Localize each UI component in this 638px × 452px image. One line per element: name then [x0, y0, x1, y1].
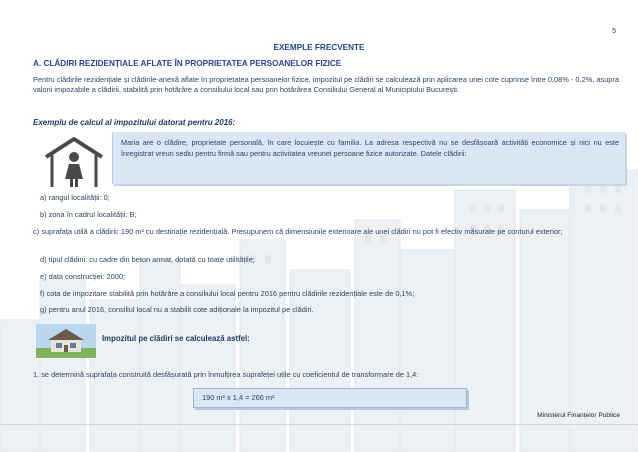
item-g: g) pentru anul 2016, consiliul local nu a stabilit cote adiționale la impozitul pe clădiri.: [40, 305, 314, 314]
item-f: f) cota de impozitare stabilită prin hotărâre a consiliului local pentru 2016 pentru clădirile rezidențiale este de 0,1%;: [40, 289, 415, 298]
item-a: a) rangul localității: 0;: [40, 193, 110, 202]
calc-heading: Impozitul pe clădiri se calculează astfel:: [102, 334, 250, 343]
page-number: 5: [612, 28, 616, 35]
item-e: e) data construcției: 2000;: [40, 272, 126, 281]
item-b: b) zona în cadrul localității: B;: [40, 210, 137, 219]
example-heading: Exemplu de calcul al impozitului datorat pentru 2016:: [33, 118, 236, 127]
item-d: d) tipul clădirii: cu cadre din beton armat, dotată cu toate utilitățile;: [40, 255, 255, 264]
formula-text: 190 m² x 1,4 = 266 m²: [202, 393, 275, 402]
woman-in-house-icon: [36, 135, 112, 191]
house-photo-icon: [36, 324, 96, 358]
heading-a: A. CLĂDIRI REZIDENȚIALE AFLATE ÎN PROPRIETATEA PERSOANELOR FIZICE: [33, 59, 342, 68]
example-box: [112, 132, 625, 184]
footer-divider: [0, 424, 638, 425]
section-title: EXEMPLE FRECVENTE: [273, 43, 365, 52]
formula-box: [193, 388, 467, 408]
item-c: c) suprafața utilă a clădirii: 190 m² cu destinație rezidențială. Presupunem că dimensiunile exterioare ale unei clădiri nu pot fi efectiv măsurate pe conturul exterior;: [33, 227, 563, 236]
example-box-text: Maria are o clădire, proprietate personală, în care locuiește cu familia. La adresa respectivă nu se desfășoară activități economice și nici nu este înregistrat vreun sediu pentru firmă sau pentru activitatea vreunei persoane fizice autorizate. Datele clădirii:: [121, 138, 619, 158]
step-1: 1. se determină suprafața construită desfășurată prin înmulțirea suprafeței utile cu coeficientul de transformare de 1,4:: [33, 370, 419, 379]
intro-paragraph: Pentru clădirile rezidențiale și clădirile-anexă aflate în proprietatea persoanelor fizice, impozitul pe clădiri se calculează prin aplicarea unei cote cuprinse între 0,08% - 0,2%, asupra valorii impozabile a clădirii, stabilită prin hotărâre a consiliului local sau prin hotărârea Consiliului General al Municipiului București.: [33, 75, 619, 94]
footer: Ministerul Finanțelor Publice: [537, 412, 620, 419]
